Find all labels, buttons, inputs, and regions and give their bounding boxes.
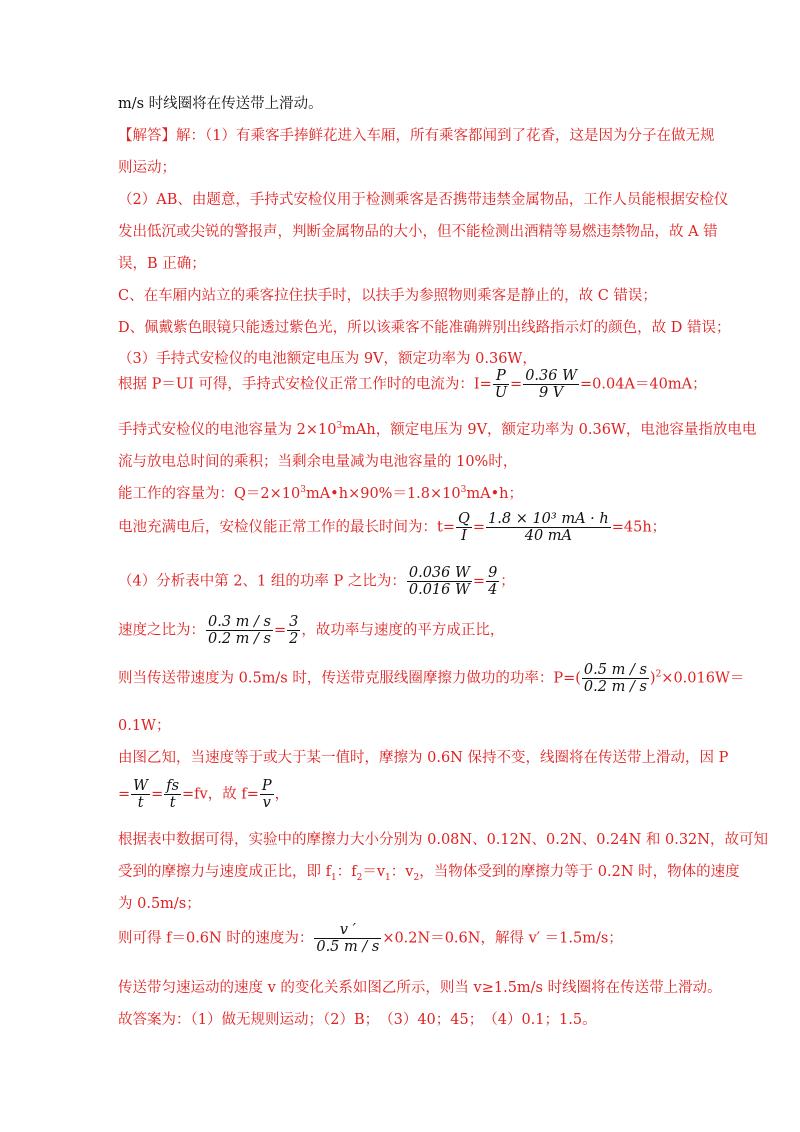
text-line: 则运动； — [118, 160, 176, 176]
formula-line: = $\frac{W}{t}$ = $\frac{fs}{t}$ =fv，故 f= $\frac{P}{v}$ ， — [118, 778, 290, 811]
text-line: 为 0.5m/s； — [118, 896, 201, 912]
text-line: C、在车厢内站立的乘客拉住扶手时，以扶手为参照物则乘客是静止的，故 C 错误； — [118, 288, 657, 304]
formula-line: 根据 P＝UI 可得，手持式安检仪正常工作时的电流为：I= $\frac{P}{U}$ = $\frac{0.36 W}{9 V}$ =0.04A＝40mA； — [118, 368, 707, 401]
fraction: $\frac{fs}{t}$ — [166, 778, 180, 811]
fraction: $\frac{P}{v}$ — [261, 778, 272, 811]
text-line: 流与放电总时间的乘积；当剩余电量减为电池容量的 10%时， — [118, 454, 518, 470]
final-answer: 故答案为：（1）做无规则运动；（2）B； （3）40；45； （4）0.1；1.5。 — [118, 1012, 597, 1028]
text-line: 误，B 正确； — [118, 256, 206, 272]
fraction: $\frac{3}{2}$ — [289, 614, 299, 647]
text-line: 由图乙知，当速度等于或大于某一值时，摩擦为 0.6N 保持不变，线圈将在传送带上滑动，因 P — [118, 750, 729, 766]
formula-line: 速度之比为： $\frac{0.3 m / s}{0.2 m / s}$ = $\frac{3}{2}$ ，故功率与速度的平方成正比， — [118, 614, 505, 647]
text-line: D、佩戴紫色眼镜只能透过紫色光，所以该乘客不能准确辨别出线路指示灯的颜色，故 D 错误； — [118, 320, 731, 336]
formula-line: 则当传送带速度为 0.5m/s 时，传送带克服线圈摩擦力做功的功率：P=( $\frac{0.5 m / s}{0.2 m / s}$ )$^2$×0.016W＝ — [118, 662, 745, 695]
text-line: 手持式安检仪的电池容量为 $2\times 10^3mAh$，额定电压为 9V，额定功率为 0.36W，电池容量指放电电 — [118, 421, 757, 438]
fraction: $\frac{v '}{0.5 m / s}$ — [316, 922, 380, 955]
formula-line: （4）分析表中第 2、1 组的功率 P 之比为： $\frac{0.036 W}{0.016 W}$ = $\frac{9}{4}$ ； — [118, 565, 515, 598]
text-line: 根据表中数据可得，实验中的摩擦力大小分别为 0.08N、0.12N、0.2N、0.24N 和 0.32N，故可知 — [118, 832, 768, 848]
fraction: $\frac{\text{1.8 × 10³ mA · h}}{40 mA}$ — [488, 511, 609, 544]
formula-line: 电池充满电后，安检仪能正常工作的最长时间为：t= $\frac{Q}{I}$ = $\frac{\text{1.8 × 10³ mA · h}}{40 mA}$ =45h； — [118, 511, 667, 544]
formula-line: 则可得 f＝0.6N 时的速度为： $\frac{v '}{0.5 m / s}$ ×0.2N＝0.6N，解得 v′ ＝1.5m/s； — [118, 922, 623, 955]
answer-line: 【解答】解：（1）有乘客手捧鲜花进入车厢，所有乘客都闻到了花香，这是因为分子在做无规 — [118, 128, 715, 144]
fraction: $\frac{P}{U}$ — [494, 368, 508, 401]
answer-tag: 【解答】 — [118, 128, 176, 144]
fraction: $\frac{9}{4}$ — [488, 565, 498, 598]
text-line: 发出低沉或尖锐的警报声，判断金属物品的大小，但不能检测出酒精等易燃违禁物品，故 A 错 — [118, 224, 718, 240]
fraction: $\frac{0.3 m / s}{0.2 m / s}$ — [208, 614, 271, 647]
text-line: m/s 时线圈将在传送带上滑动。 — [118, 96, 323, 112]
fraction: $\frac{0.36 W}{9 V}$ — [525, 368, 578, 401]
text-line: 能工作的容量为：$Q=2\times 10^3mA•h\times 90\%=1.8\times 10^3mA•h$； — [118, 485, 523, 502]
fraction: $\frac{0.5 m / s}{0.2 m / s}$ — [583, 662, 647, 695]
text-line: 0.1W； — [118, 718, 171, 734]
text-line: （2）AB、由题意，手持式安检仪用于检测乘客是否携带违禁金属物品，工作人员能根据安检仪 — [118, 192, 729, 208]
text-line: 传送带匀速运动的速度 v 的变化关系如图乙所示，则当 v≥1.5m/s 时线圈将在传送带上滑动。 — [118, 980, 722, 996]
text-line: 受到的摩擦力与速度成正比，即 $f_1$：$f_2=v_1$：$v_2$，当物体受到的摩擦力等于 0.2N 时，物体的速度 — [118, 864, 740, 883]
text-line: （3）手持式安检仪的电池额定电压为 9V，额定功率为 0.36W， — [118, 351, 537, 367]
fraction: $\frac{0.036 W}{0.016 W}$ — [408, 565, 470, 598]
fraction: $\frac{W}{t}$ — [133, 778, 149, 811]
fraction: $\frac{Q}{I}$ — [457, 511, 470, 544]
